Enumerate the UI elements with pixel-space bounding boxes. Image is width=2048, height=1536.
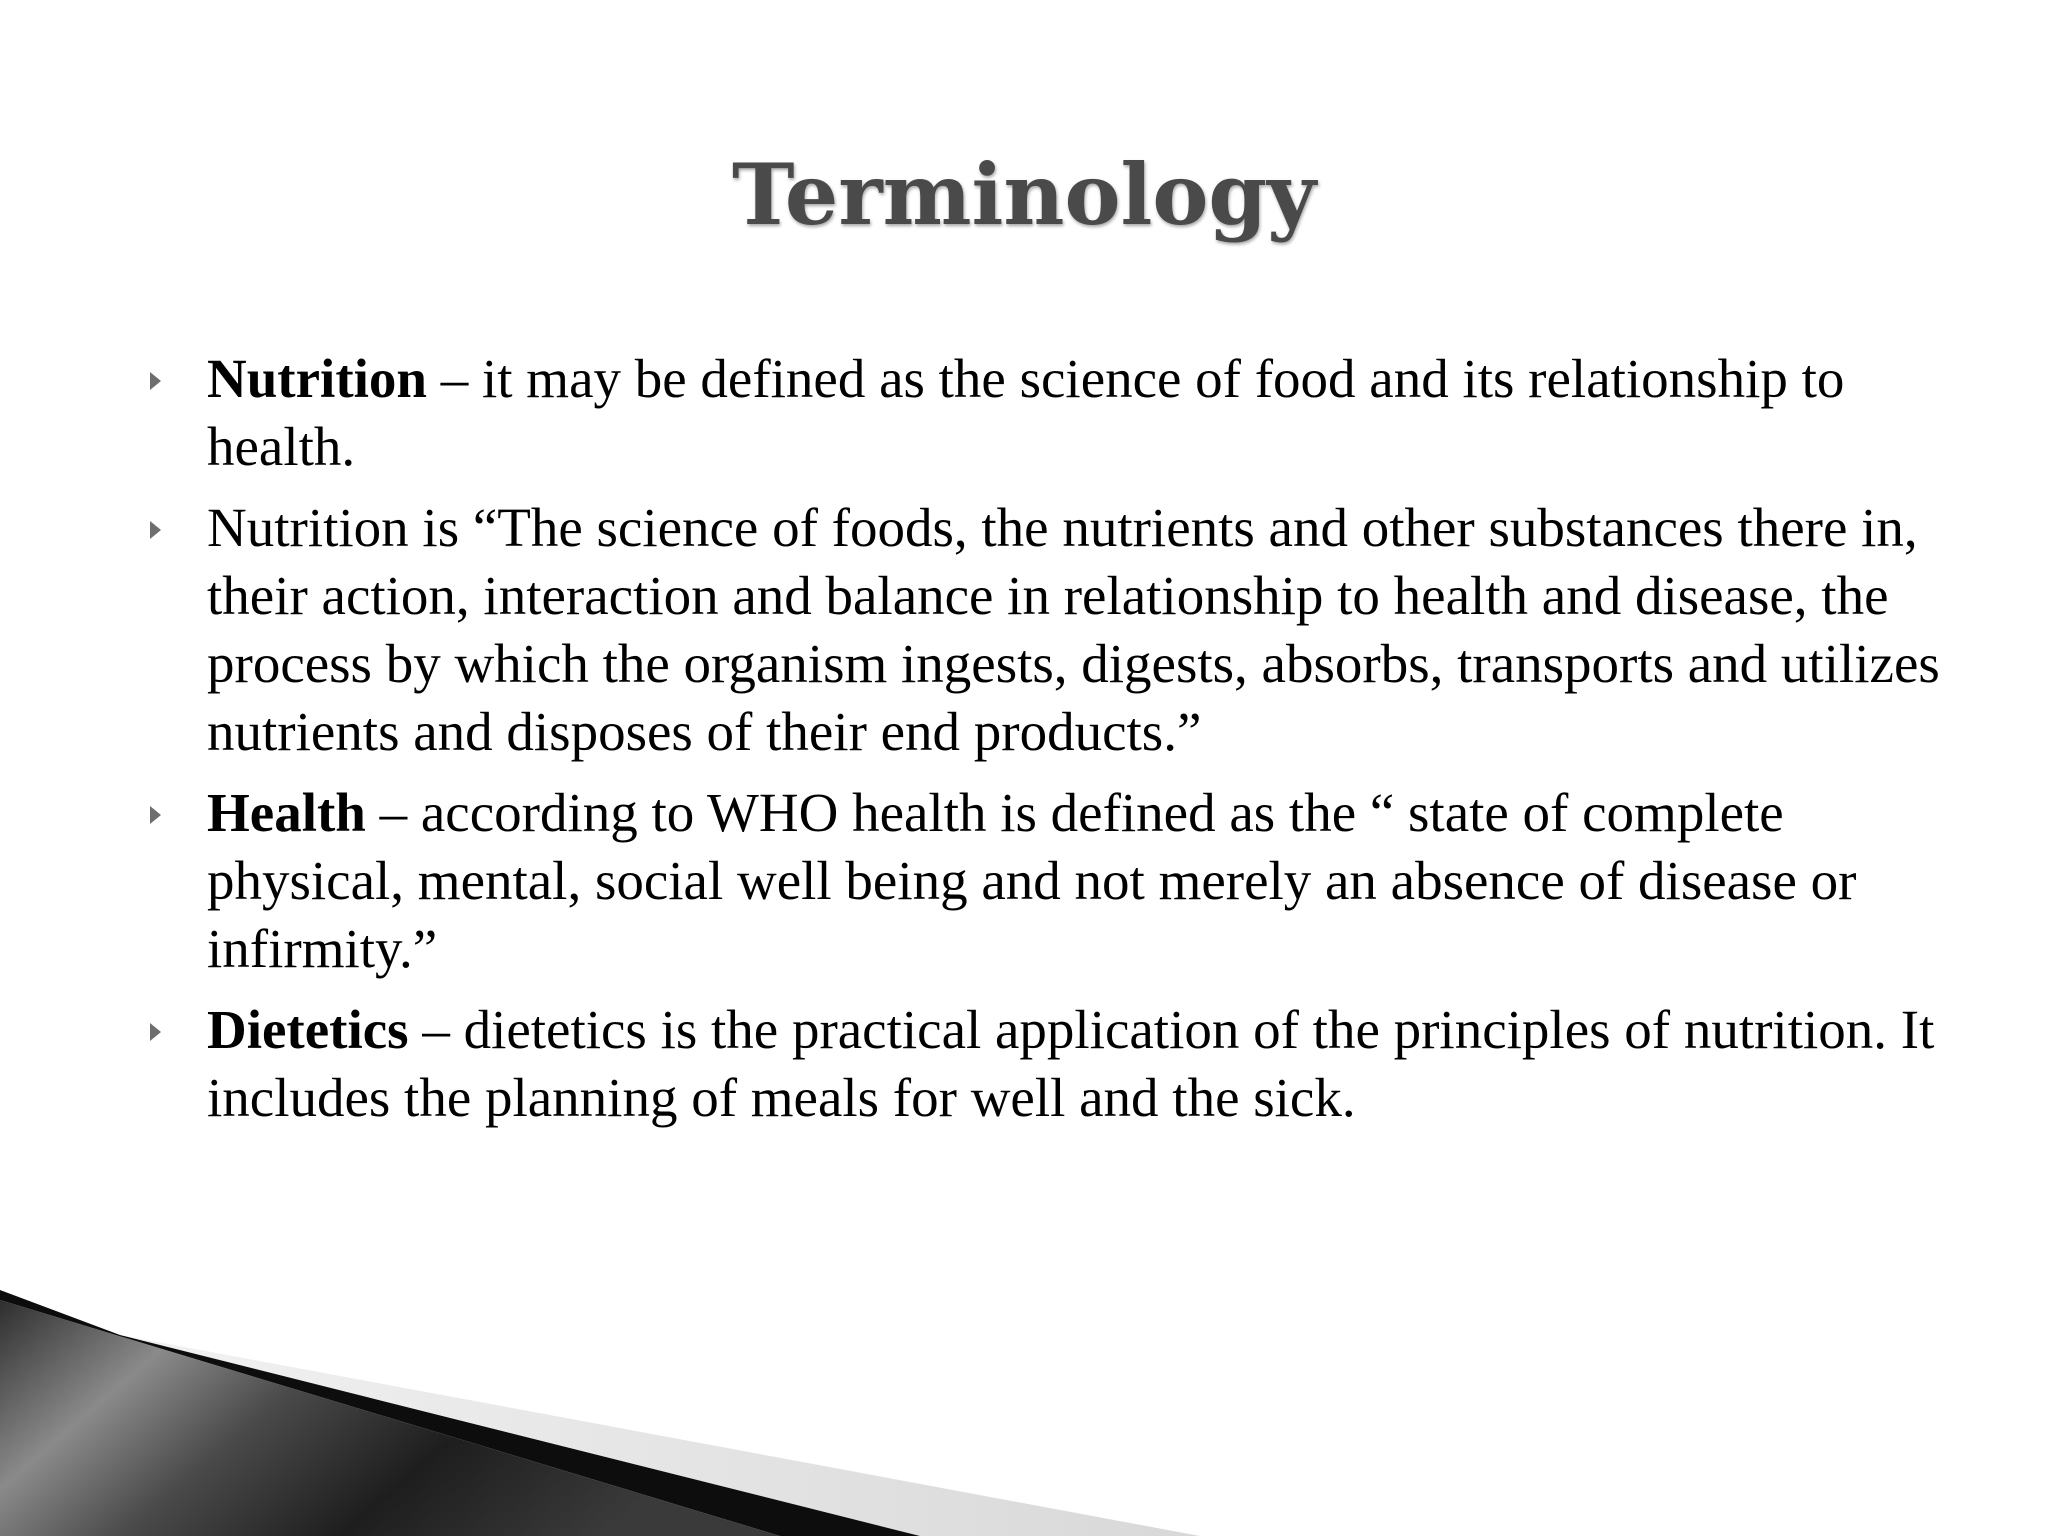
bullet-term: Dietetics <box>207 999 409 1060</box>
bullet-text: – according to WHO health is defined as the “ state of complete physical, mental, social well being and not merely an absence of disease or infirmity.” <box>207 782 1857 979</box>
bullet-term: Health <box>207 782 366 843</box>
slide-title: Terminology <box>732 145 1316 244</box>
bullet-text: Nutrition is “The science of foods, the nutrients and other substances there in, their action, interaction and balance in relationship to health and disease, the process by which the organism ingests, digests, absorbs, transports and utilizes nutrients and disposes of their end products.” <box>207 497 1940 762</box>
bullet-text: – dietetics is the practical application of the principles of nutrition. It includes the planning of meals for well and the sick. <box>207 999 1935 1128</box>
bullet-text: – it may be defined as the science of food and its relationship to health. <box>207 348 1845 477</box>
bullet-term: Nutrition <box>207 348 427 409</box>
